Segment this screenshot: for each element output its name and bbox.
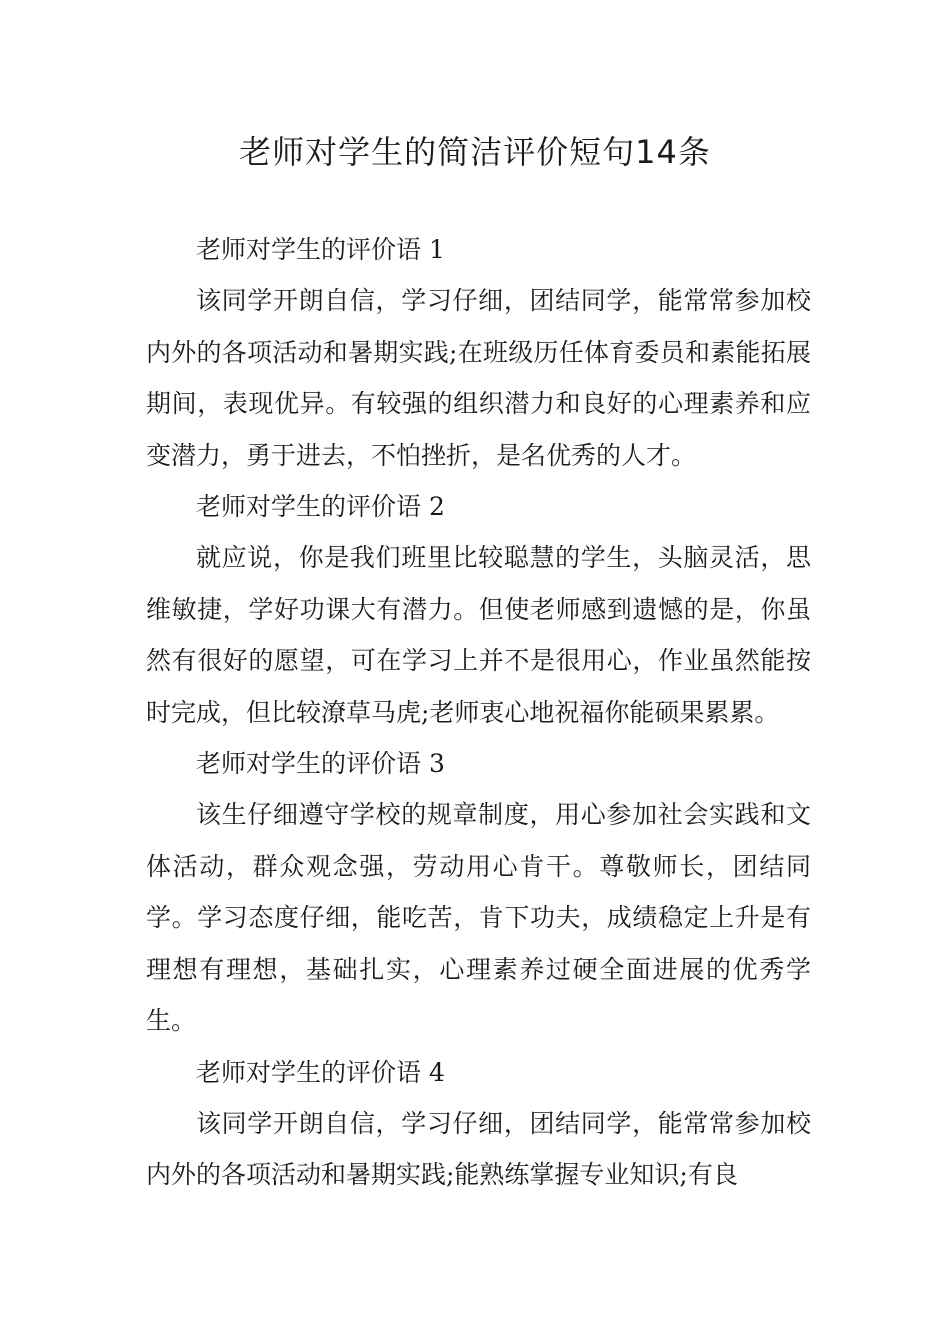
section-heading-3: 老师对学生的评价语 3 bbox=[196, 749, 445, 779]
document-title: 老师对学生的简洁评价短句14条 bbox=[239, 133, 711, 171]
section-paragraph-2: 就应说，你是我们班里比较聪慧的学生，头脑灵活，思维敏捷，学好功课大有潜力。但使老师感到遗憾的是，你虽然有很好的愿望，可在学习上并不是很用心，作业虽然能按时完成，但比较潦草马虎;老师衷心地祝福你能硕果累累。 bbox=[146, 543, 811, 727]
section-heading-4: 老师对学生的评价语 4 bbox=[196, 1057, 445, 1087]
section-paragraph-1: 该同学开朗自信，学习仔细，团结同学，能常常参加校内外的各项活动和暑期实践;在班级历任体育委员和素能拓展期间，表现优异。有较强的组织潜力和良好的心理素养和应变潜力，勇于进去，不怕挫折，是名优秀的人才。 bbox=[146, 286, 811, 470]
section-heading-2: 老师对学生的评价语 2 bbox=[196, 492, 445, 522]
section-paragraph-3: 该生仔细遵守学校的规章制度，用心参加社会实践和文体活动，群众观念强，劳动用心肯干。尊敬师长，团结同学。学习态度仔细，能吃苦，肯下功夫，成绩稳定上升是有理想有理想，基础扎实，心理素养过硬全面进展的优秀学生。 bbox=[146, 800, 811, 1036]
document-body bbox=[146, 224, 811, 1201]
section-heading-1: 老师对学生的评价语 1 bbox=[196, 235, 445, 264]
section-paragraph-4: 该同学开朗自信，学习仔细，团结同学，能常常参加校内外的各项活动和暑期实践;能熟练掌握专业知识;有良 bbox=[146, 1108, 811, 1190]
